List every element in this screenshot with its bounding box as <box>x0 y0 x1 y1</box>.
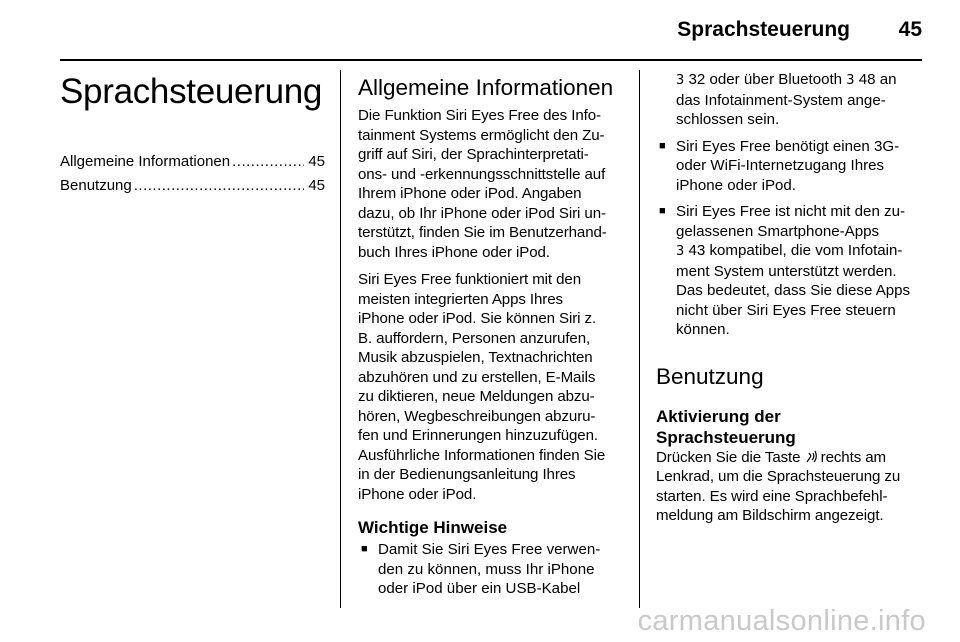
toc-page: 45 <box>308 153 325 170</box>
toc-page: 45 <box>308 177 325 194</box>
subsection-heading-activation: Aktivierung der Sprachsteuerung <box>656 406 796 447</box>
page-reference[interactable]: 43 <box>688 242 706 259</box>
table-of-contents <box>60 150 325 198</box>
toc-leader <box>134 174 305 198</box>
toc-label: Benutzung <box>60 177 132 194</box>
notes-list-continued <box>656 137 924 340</box>
toc-leader <box>232 150 304 174</box>
arrow-reference-icon: 3 <box>846 73 855 88</box>
section-heading-general: Allgemeine Informationen <box>358 75 614 100</box>
list-item: ■ Siri Eyes Free ist nicht mit den zu- gelassenen Smartphone-Apps 3 43 kompatibel, die vom Infotain- ment System unterstützt werden. Das bedeutet, dass Sie diese Apps nicht über Siri Eyes Free steuern können. <box>659 203 911 338</box>
toc-label: Allgemeine Informationen <box>60 153 231 170</box>
list-item: ■ Siri Eyes Free benötigt einen 3G- oder WiFi-Internetzugang Ihres iPhone oder iPod. <box>659 137 900 194</box>
arrow-reference-icon: 3 <box>676 244 685 259</box>
column-right <box>656 70 924 526</box>
general-paragraph-1: Die Funktion Siri Eyes Free des Info- tainment Systems ermöglicht den Zu- griff auf Siri, der Sprachinterpretati- ons- und -erkennungsschnittstelle auf Ihrem iPhone oder iPod. Angaben dazu, ob Ihr iPhone oder iPod Siri un- terstützt, finden Sie im Benutzerhand- buch Ihres iPhone oder iPod. <box>358 107 607 261</box>
page-reference[interactable]: 48 <box>858 71 876 88</box>
section-heading-notes: Wichtige Hinweise <box>358 518 508 537</box>
bullet-icon: ■ <box>659 139 666 152</box>
toc-entry[interactable] <box>60 150 325 174</box>
list-item: ■ Damit Sie Siri Eyes Free verwen- den zu können, muss Ihr iPhone oder iPod über ein USB-Kabel <box>361 541 601 597</box>
notes-list <box>358 540 624 599</box>
header-rule <box>60 59 922 61</box>
section-heading-usage: Benutzung <box>656 363 764 389</box>
toc-entry[interactable] <box>60 174 325 198</box>
general-paragraph-2: Siri Eyes Free funktioniert mit den meisten integrierten Apps Ihres iPhone oder iPod. Sie können Siri z. B. auffordern, Personen anzurufen, Musik abzuspielen, Textnachrichten abzuhören und zu erstellen, E-Mails zu diktieren, neue Meldungen abzu- hören, Wegbeschreibungen abzuru- fen und Erinnerungen hinzuzufügen. Ausführliche Informationen finden Sie in der Bedienungsanleitung Ihres iPhone oder iPod. <box>358 271 606 503</box>
bullet-icon: ■ <box>361 543 368 555</box>
chapter-title: Sprachsteuerung <box>60 72 323 111</box>
running-header-title: Sprachsteuerung <box>677 18 850 41</box>
arrow-reference-icon: 3 <box>676 73 685 88</box>
bullet-icon: ■ <box>659 205 666 217</box>
usage-paragraph: Drücken Sie die Taste rechts am Lenkrad, um die Sprachsteuerung zu starten. Es wird eine Sprachbefehl- meldung am Bildschirm angezeigt. <box>656 448 901 524</box>
voice-command-icon <box>805 450 817 464</box>
page-number: 45 <box>898 18 922 41</box>
watermark: carmanualsonline.info <box>637 605 926 637</box>
page-reference[interactable]: 32 <box>688 71 706 88</box>
list-item-continuation: 3 32 oder über Bluetooth 3 48 an das Infotainment-System ange- schlossen sein. <box>676 71 897 128</box>
column-left <box>60 70 325 198</box>
column-middle <box>358 70 624 599</box>
column-divider <box>340 70 341 608</box>
column-divider <box>639 70 640 608</box>
